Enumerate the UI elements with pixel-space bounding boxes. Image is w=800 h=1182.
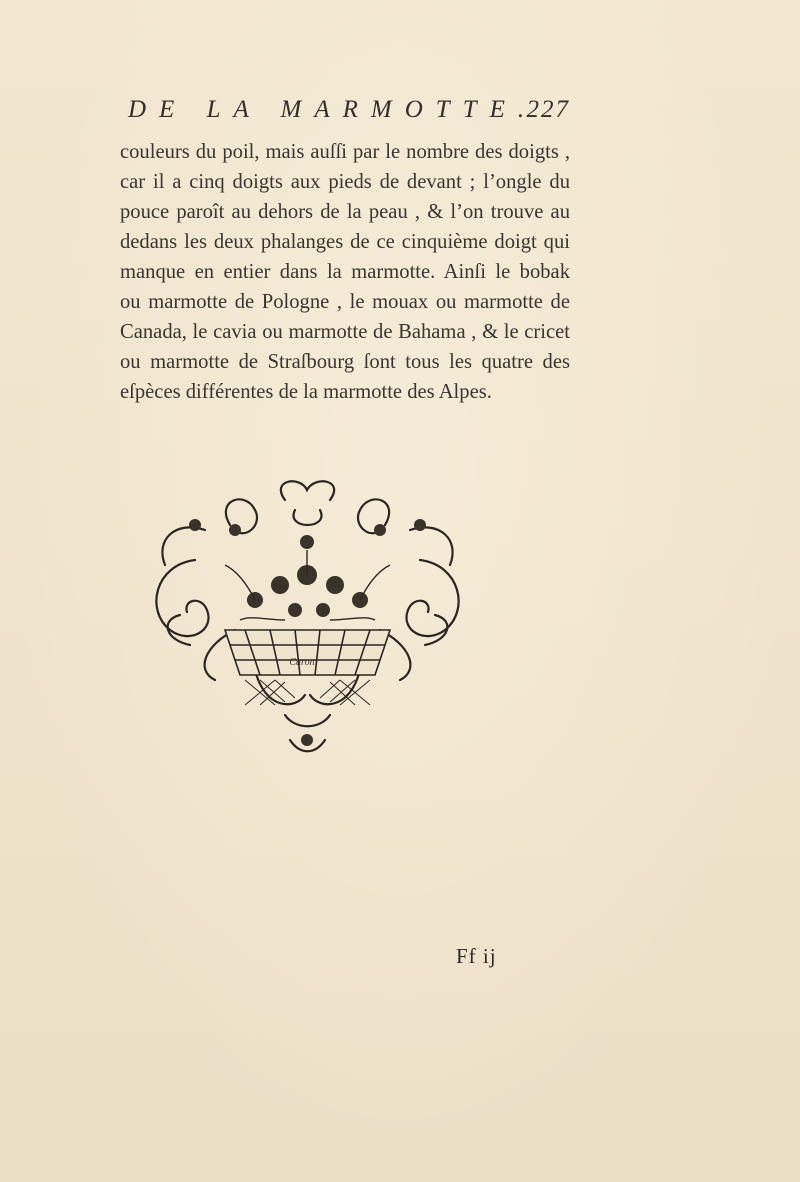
running-head: DE LA MARMOTTE. [128,96,538,123]
body-paragraph [120,137,570,407]
text-line: manque en entier dans la marmotte. Ainſi le bobak [120,261,570,283]
text-line: ou marmotte de Straſbourg ſont tous les quatre des [120,351,570,373]
floral-basket-ornament-icon [135,470,480,760]
text-line: Canada, le cavia ou marmotte de Bahama , & le cricet [120,321,570,343]
text-line: pouce paroît au dehors de la peau , & l’on trouve au [120,201,570,223]
signature-mark: Ff ij [456,944,497,968]
text-line: eſpèces différentes de la marmotte des Alpes. [120,381,492,403]
text-line: dedans les deux phalanges de ce cinquième doigt qui [120,231,570,253]
text-line: ou marmotte de Pologne , le mouax ou marmotte de [120,291,570,313]
text-line: car il a cinq doigts aux pieds de devant ; l’ongle du [120,171,570,193]
text-line: couleurs du poil, mais auſſi par le nombre des doigts , [120,141,570,163]
page-number: 227 [526,96,570,123]
engraver-label: Caron [289,656,315,668]
page-header [128,92,570,132]
